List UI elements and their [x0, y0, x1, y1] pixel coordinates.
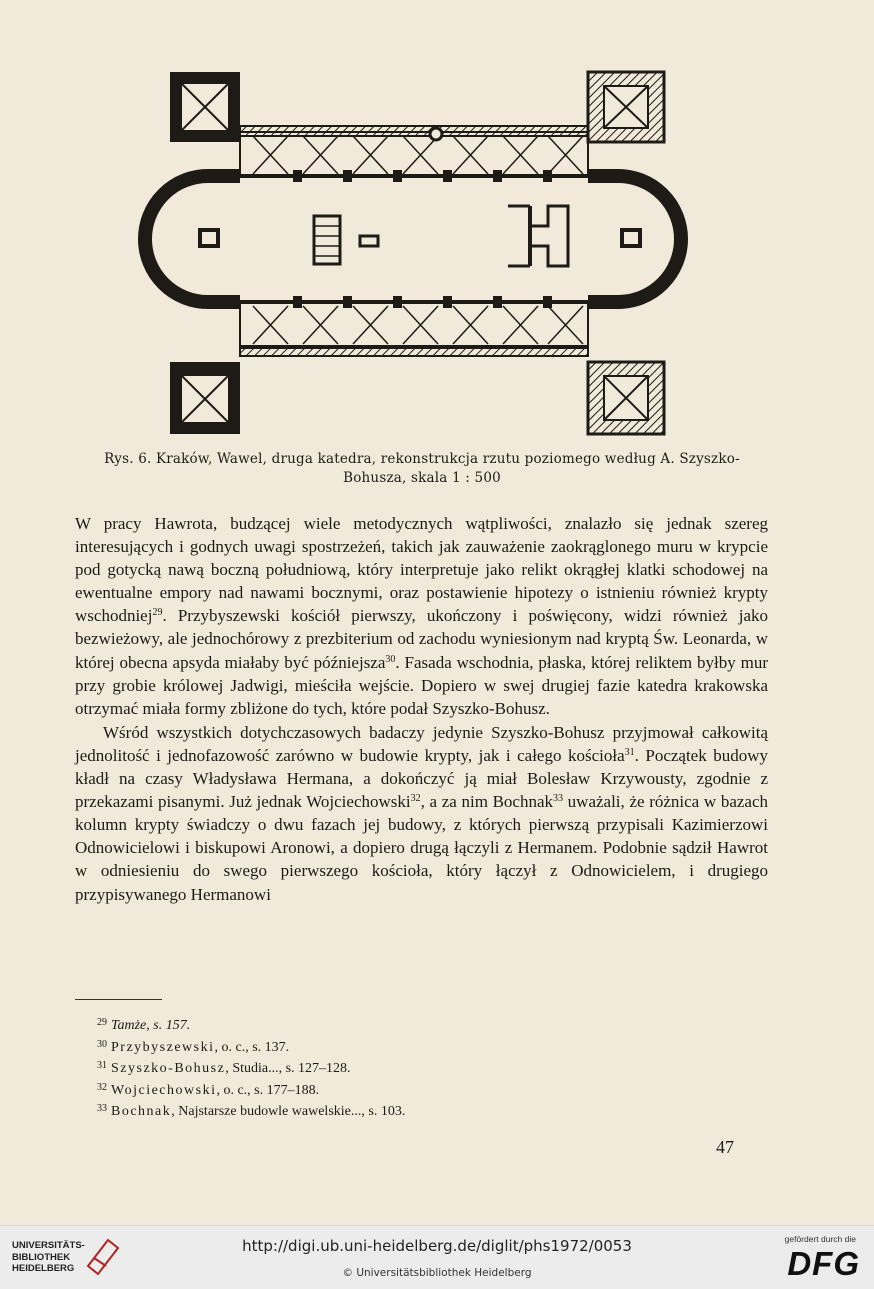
- cathedral-floor-plan: [128, 66, 713, 442]
- nave-interior: [314, 206, 568, 266]
- footnote-32: $^{32}$ Wojciechowski, o. c., s. 177–188.: [97, 1081, 320, 1098]
- paragraph-1: [75, 512, 768, 720]
- footnote-ref[interactable]: 33: [553, 793, 564, 805]
- west-apse: [145, 176, 240, 302]
- caption-line-1: Rys. 6. Kraków, Wawel, druga katedra, rekonstrukcja rzutu poziomego według A. Szyszko-: [104, 451, 740, 467]
- footnote-33: $^{33}$ Bochnak, Najstarsze budowle wawelskie..., s. 103.: [97, 1103, 406, 1119]
- footnote-30: $^{30}$ Przybyszewski, o. c., s. 137.: [97, 1038, 290, 1055]
- page-number: 47: [716, 1137, 734, 1157]
- funding-caption: gefördert durch die: [784, 1234, 856, 1244]
- body-text: [75, 512, 768, 906]
- text-run: . Przybyszewski kościół pierwszy, ukończony i poświęcony, widzi również jako bezwieżowy, ale jednochórowy z prezbiterium od zachodu wyniesionym nad kryptą Św. Leonarda, w której obecna apsyda miałaby być późniejsza: [75, 606, 768, 672]
- footnote-rule: [75, 999, 162, 1000]
- text-run: . Fasada wschodnia, płaska, której reliktem byłby mur przy grobie królowej Jadwigi, mieściła wejście. Dopiero w swej drugiej fazie katedra krakowska otrzymać miała formy zbliżone do tych, które podał Szyszko-Bohusz.: [75, 652, 769, 718]
- tower-ne: [588, 72, 664, 142]
- text-run: W pracy Hawrota, budzącej wiele metodycznych wątpliwości, znalazło się jednak szereg interesujących i godnych uwagi spostrzeżeń, takich jak zauważenie zaokrąglonego muru w krypcie pod gotycką nawą boczną południową, który interpretuje jako relikt okrągłej klatki schodowej na ewentualne empory nad nawami bocznymi, oraz postawienie hipotezy o istnieniu również krypty wschodniej: [75, 514, 768, 626]
- footnote-ref[interactable]: 30: [385, 653, 396, 665]
- north-aisle: [240, 126, 588, 176]
- dfg-logo[interactable]: DFG: [787, 1245, 860, 1282]
- caption-line-2: Bohusza, skala 1 : 500: [343, 470, 501, 486]
- footnotes: [97, 1014, 697, 1122]
- text-run: uważali, że różnica w bazach kolumn krypty świadczy o dwu fazach jej budowy, z których pierwszą przypisali Kazimierzowi Odnowicielowi i biskupowi Aronowi, a dopiero drugą łączyli z Hermanem. Podobnie sądził Hawrot w odniesieniu do swego pierwszego kościoła, który łączył z Odnowicielem, i drugiego przypisywanego Hermanowi: [75, 792, 768, 904]
- east-apse: [588, 176, 681, 302]
- viewer-footer: [0, 1225, 874, 1289]
- nave-piers: [293, 170, 552, 308]
- tower-se: [588, 362, 664, 434]
- tower-nw: [170, 72, 240, 142]
- text-run: . Początek budowy kładł na czasy Władysława Hermana, a dokończyć ją miał Bolesław Krzywousty, zgodnie z przekazami pisanymi. Już jednak Wojciechowski: [75, 745, 769, 812]
- south-aisle: [240, 302, 588, 356]
- copyright-notice: © Universitätsbibliothek Heidelberg: [342, 1267, 532, 1279]
- permalink-url[interactable]: http://digi.ub.uni-heidelberg.de/diglit/phs1972/0053: [242, 1237, 632, 1255]
- library-logo[interactable]: UNIVERSITÄTS- BIBLIOTHEK HEIDELBERG: [12, 1240, 85, 1274]
- tower-sw: [170, 362, 240, 434]
- footnote-ref[interactable]: 32: [410, 793, 421, 805]
- paragraph-2: [75, 721, 768, 906]
- footnote-29: $^{29}$ Tamże, s. 157.: [97, 1017, 191, 1033]
- text-run: , a za nim Bochnak: [420, 792, 554, 812]
- figure-caption: [72, 450, 772, 488]
- text-run: Wśród wszystkich dotychczasowych badaczy jedynie Szyszko-Bohusz przyjmował całkowitą jednolitość i jednofazowość zarówno w budowie krypty, jak i całego kościoła: [75, 722, 768, 765]
- footnote-ref[interactable]: 29: [152, 607, 163, 619]
- footnote-31: $^{31}$ Szyszko-Bohusz, Studia..., s. 127–128.: [97, 1060, 351, 1076]
- footnote-ref[interactable]: 31: [624, 746, 635, 758]
